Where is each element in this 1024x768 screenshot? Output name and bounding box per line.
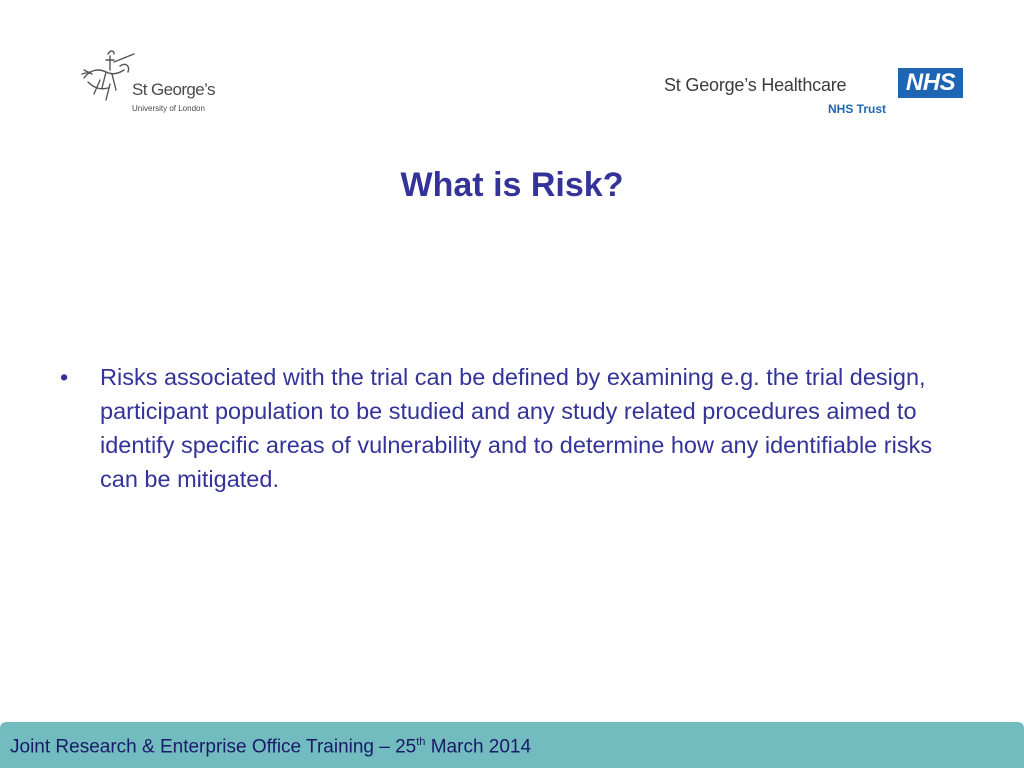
knight-on-horse-icon [80,48,136,108]
bullet-text: Risks associated with the trial can be defined by examining e.g. the trial design, participant population to be studied and any study related procedures aimed to identify specific areas of vulnerability and to determine how any identifiable risks can be mitigated. [100,364,933,492]
footer-bar [0,722,1024,768]
nhs-badge: NHS [898,68,963,98]
footer-text-main: Joint Research & Enterprise Office Training – 25 [10,736,417,758]
trust-name: St George’s Healthcare [664,75,847,95]
st-georges-university-logo [80,48,230,120]
slide-title: What is Risk? [400,166,624,204]
footer-text [10,736,531,758]
footer-text-date: March 2014 [425,736,532,758]
university-subtitle: University of London [132,104,205,113]
nhs-trust-logo [664,66,964,122]
bullet-marker: • [60,364,69,390]
university-name: St George’s [132,80,215,99]
bullet-item [60,360,960,496]
bullet-list [60,360,960,496]
footer-text-superscript: th [416,736,426,748]
nhs-trust-subtitle: NHS Trust [828,102,887,116]
